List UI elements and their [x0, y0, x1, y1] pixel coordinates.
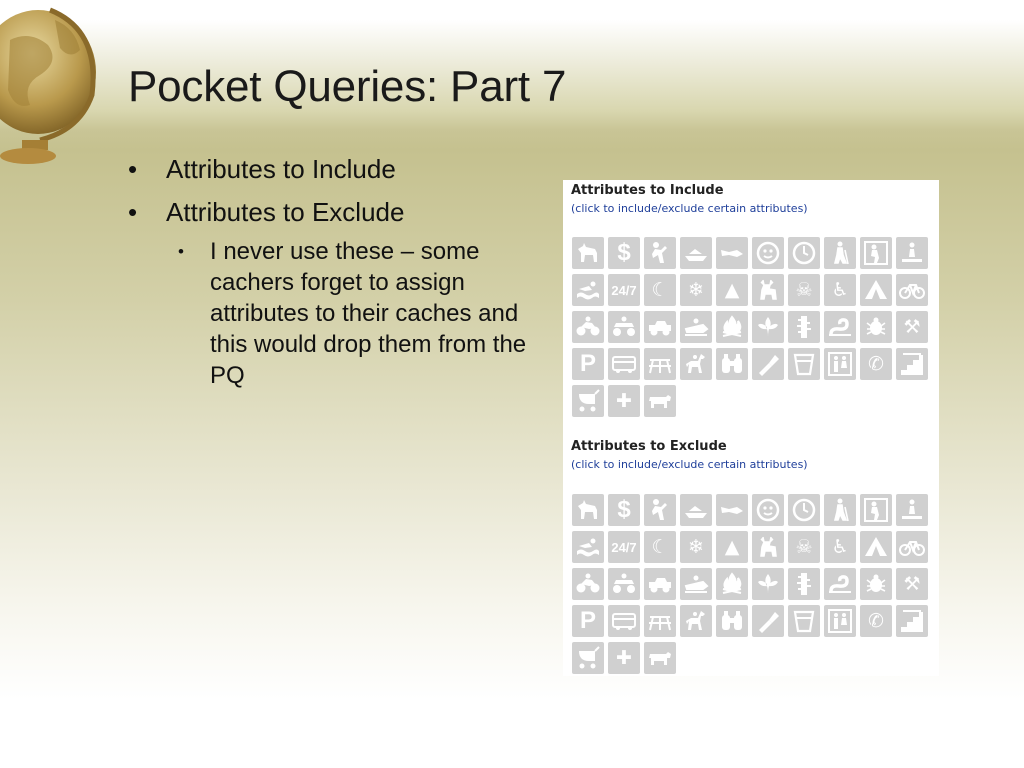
scuba-icon[interactable] — [716, 237, 748, 269]
mine-icon[interactable] — [896, 311, 928, 343]
flashlight-icon[interactable] — [752, 605, 784, 637]
deer-icon[interactable] — [752, 274, 784, 306]
exclude-section-subtitle[interactable]: (click to include/exclude certain attributes) — [571, 458, 808, 471]
exclude-attributes-grid — [572, 494, 932, 674]
icon-glyph: ▲ — [724, 535, 740, 558]
include-attributes-grid — [572, 237, 932, 417]
deer-icon[interactable] — [752, 531, 784, 563]
kids-icon[interactable] — [752, 237, 784, 269]
winter-icon[interactable] — [680, 531, 712, 563]
first-aid-icon[interactable] — [608, 385, 640, 417]
icon-glyph: ✚ — [616, 646, 632, 669]
icon-glyph: P — [579, 350, 596, 377]
horse-icon[interactable] — [680, 605, 712, 637]
cow-icon[interactable] — [644, 385, 676, 417]
climbing-gear-icon[interactable] — [644, 237, 676, 269]
flashlight-icon[interactable] — [752, 348, 784, 380]
water-icon[interactable] — [788, 348, 820, 380]
poison-icon[interactable] — [788, 531, 820, 563]
bullet-text: Attributes to Exclude — [166, 197, 405, 227]
wading-icon[interactable] — [896, 237, 928, 269]
snowmobile-icon[interactable] — [680, 311, 712, 343]
icon-glyph: $ — [617, 239, 631, 266]
available-24-7-icon[interactable] — [608, 274, 640, 306]
wheelchair-icon[interactable] — [824, 274, 856, 306]
binoculars-icon[interactable] — [716, 348, 748, 380]
bullet-dot: • — [128, 197, 138, 227]
slide-title: Pocket Queries: Part 7 — [128, 62, 567, 111]
night-icon[interactable] — [644, 274, 676, 306]
cow-icon[interactable] — [644, 642, 676, 674]
binoculars-icon[interactable] — [716, 605, 748, 637]
include-section-subtitle[interactable]: (click to include/exclude certain attributes) — [571, 202, 808, 215]
wheelchair-icon[interactable] — [824, 531, 856, 563]
poison-ivy-icon[interactable] — [752, 568, 784, 600]
icon-glyph: ✆ — [868, 352, 884, 375]
icon-glyph: ✚ — [616, 389, 632, 412]
jeep-icon[interactable] — [644, 311, 676, 343]
parking-icon[interactable] — [572, 348, 604, 380]
bullet-dot: • — [178, 242, 184, 261]
dog-icon[interactable] — [572, 237, 604, 269]
icon-glyph: ☠ — [795, 535, 813, 558]
dollar-fee-icon[interactable] — [608, 494, 640, 526]
bullet-list — [128, 152, 548, 391]
jeep-icon[interactable] — [644, 568, 676, 600]
poison-ivy-icon[interactable] — [752, 311, 784, 343]
mountain-icon[interactable] — [716, 531, 748, 563]
include-section-title: Attributes to Include — [571, 183, 724, 198]
icon-glyph: $ — [617, 496, 631, 523]
quad-icon[interactable] — [608, 311, 640, 343]
dog-icon[interactable] — [572, 494, 604, 526]
phone-icon[interactable] — [860, 605, 892, 637]
campfire-icon[interactable] — [716, 311, 748, 343]
icon-glyph: 24/7 — [611, 282, 637, 298]
available-24-7-icon[interactable] — [608, 531, 640, 563]
clock-icon[interactable] — [788, 237, 820, 269]
exclude-section-title: Attributes to Exclude — [571, 439, 727, 454]
horse-icon[interactable] — [680, 348, 712, 380]
tick-icon[interactable] — [860, 311, 892, 343]
tick-icon[interactable] — [860, 568, 892, 600]
icon-glyph: ⚒ — [903, 315, 921, 338]
icon-glyph: ☾ — [651, 535, 669, 558]
scuba-icon[interactable] — [716, 494, 748, 526]
bicycle-icon[interactable] — [896, 531, 928, 563]
phone-icon[interactable] — [860, 348, 892, 380]
climbing-icon[interactable] — [860, 237, 892, 269]
bullet-text: Attributes to Include — [166, 154, 396, 184]
motorcycle-icon[interactable] — [572, 568, 604, 600]
winter-icon[interactable] — [680, 274, 712, 306]
bullet-item — [128, 152, 548, 186]
icon-glyph: ❄ — [688, 278, 704, 301]
mountain-icon[interactable] — [716, 274, 748, 306]
swimming-icon[interactable] — [572, 274, 604, 306]
quad-icon[interactable] — [608, 568, 640, 600]
cliff-icon[interactable] — [788, 311, 820, 343]
kids-icon[interactable] — [752, 494, 784, 526]
icon-glyph: ♿ — [831, 535, 849, 558]
icon-glyph: 24/7 — [611, 539, 637, 555]
motorcycle-icon[interactable] — [572, 311, 604, 343]
bicycle-icon[interactable] — [896, 274, 928, 306]
cliff-icon[interactable] — [788, 568, 820, 600]
attributes-screenshot — [563, 180, 939, 676]
sub-bullet-text: I never use these – some cachers forget to assign attributes to their caches and this would drop them from the PQ — [210, 238, 527, 389]
icon-glyph: ▲ — [724, 278, 740, 301]
wading-icon[interactable] — [896, 494, 928, 526]
icon-glyph: ✆ — [868, 609, 884, 632]
picnic-icon[interactable] — [644, 605, 676, 637]
snowmobile-icon[interactable] — [680, 568, 712, 600]
icon-glyph: ♿ — [831, 278, 849, 301]
clock-icon[interactable] — [788, 494, 820, 526]
campfire-icon[interactable] — [716, 568, 748, 600]
stroller-icon[interactable] — [572, 385, 604, 417]
picnic-icon[interactable] — [644, 348, 676, 380]
stairs-icon[interactable] — [896, 348, 928, 380]
first-aid-icon[interactable] — [608, 642, 640, 674]
restrooms-icon[interactable] — [824, 605, 856, 637]
icon-glyph: ⚒ — [903, 572, 921, 595]
bullet-dot: • — [128, 154, 138, 184]
swimming-icon[interactable] — [572, 531, 604, 563]
tent-icon[interactable] — [860, 531, 892, 563]
parking-icon[interactable] — [572, 605, 604, 637]
hiking-icon[interactable] — [824, 494, 856, 526]
boat-icon[interactable] — [680, 237, 712, 269]
icon-glyph: ❄ — [688, 535, 704, 558]
poison-icon[interactable] — [788, 274, 820, 306]
dollar-fee-icon[interactable] — [608, 237, 640, 269]
night-icon[interactable] — [644, 531, 676, 563]
hiking-icon[interactable] — [824, 237, 856, 269]
climbing-icon[interactable] — [860, 494, 892, 526]
icon-glyph: ☠ — [795, 278, 813, 301]
sub-bullet-item — [128, 236, 548, 391]
icon-glyph: ☾ — [651, 278, 669, 301]
snake-icon[interactable] — [824, 568, 856, 600]
tent-icon[interactable] — [860, 274, 892, 306]
bullet-item — [128, 195, 548, 229]
water-icon[interactable] — [788, 605, 820, 637]
mine-icon[interactable] — [896, 568, 928, 600]
stroller-icon[interactable] — [572, 642, 604, 674]
restrooms-icon[interactable] — [824, 348, 856, 380]
climbing-gear-icon[interactable] — [644, 494, 676, 526]
stairs-icon[interactable] — [896, 605, 928, 637]
public-transit-icon[interactable] — [608, 348, 640, 380]
globe-logo — [0, 0, 110, 175]
public-transit-icon[interactable] — [608, 605, 640, 637]
boat-icon[interactable] — [680, 494, 712, 526]
icon-glyph: P — [579, 607, 596, 634]
snake-icon[interactable] — [824, 311, 856, 343]
